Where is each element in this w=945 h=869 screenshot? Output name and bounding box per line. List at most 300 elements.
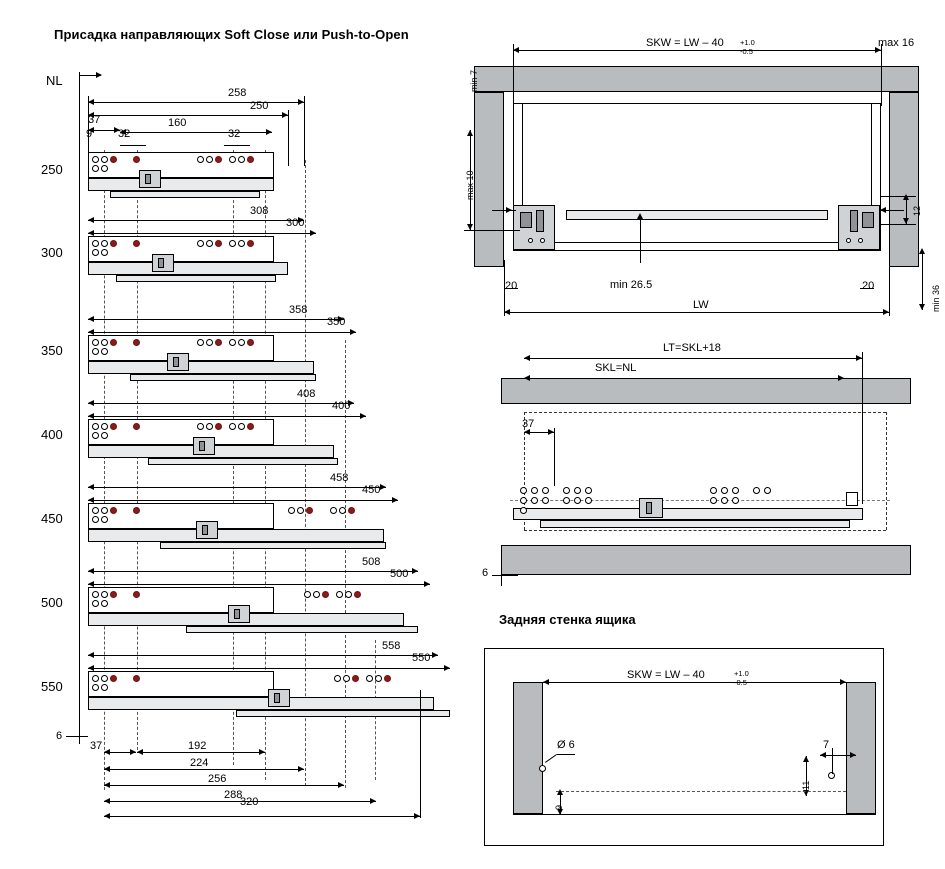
- hole: [339, 507, 346, 514]
- dim-550-line: [88, 668, 450, 669]
- hole: [732, 487, 739, 494]
- rail-300-body: [88, 262, 288, 275]
- hole: [101, 165, 108, 172]
- a: [506, 207, 512, 213]
- hole: [101, 348, 108, 355]
- hole: [197, 423, 204, 430]
- hole: [238, 423, 245, 430]
- nl-size-550: 550: [41, 679, 63, 694]
- hole-filled: [215, 156, 222, 163]
- a: [88, 568, 94, 574]
- hole: [313, 591, 320, 598]
- dim-550: 550: [412, 652, 431, 664]
- min265-label: min 26.5: [610, 279, 653, 291]
- lw-label: LW: [688, 300, 714, 311]
- front-drawer-bottom: [566, 210, 828, 220]
- dim-32b: 32: [228, 128, 241, 140]
- a: [838, 375, 844, 381]
- hole-filled: [215, 240, 222, 247]
- offset-6-line: [66, 736, 88, 737]
- hole: [229, 240, 236, 247]
- a: [637, 213, 643, 219]
- bdim-192: 192: [188, 740, 207, 752]
- a: [259, 749, 265, 755]
- dim-32a: 32: [118, 128, 131, 140]
- a: [504, 309, 510, 315]
- dim12-label: 12: [912, 205, 922, 216]
- hole: [206, 339, 213, 346]
- hole: [229, 156, 236, 163]
- hole: [858, 238, 863, 243]
- hole: [288, 507, 295, 514]
- a: [88, 217, 94, 223]
- hole-filled: [247, 240, 254, 247]
- a: [880, 196, 916, 197]
- front-left-panel-outline: [474, 92, 504, 267]
- dim-300: 300: [286, 217, 305, 229]
- nl-axis-arrow: [96, 72, 102, 78]
- front-right-mech-detail: [862, 212, 874, 228]
- lt-dim-line: [524, 358, 862, 359]
- rail-250-outline: [88, 152, 274, 178]
- hole-filled: [215, 423, 222, 430]
- rail-350-mech-detail: [173, 357, 179, 367]
- dim-160: 160: [168, 117, 187, 129]
- hole-filled: [322, 591, 329, 598]
- bdim-37: 37: [90, 740, 103, 752]
- hole: [101, 339, 108, 346]
- hole: [520, 507, 527, 514]
- hole: [542, 497, 549, 504]
- a: [392, 497, 398, 503]
- a: [504, 260, 505, 316]
- a: [880, 224, 916, 225]
- dim-408: 408: [297, 388, 316, 400]
- hole-filled: [247, 156, 254, 163]
- hole: [528, 238, 533, 243]
- hole: [101, 684, 108, 691]
- side-dim6-label: 6: [482, 567, 489, 579]
- skl-dim-line: [524, 378, 844, 379]
- rail-350-lower: [130, 374, 316, 381]
- bdim-256: 256: [208, 773, 227, 785]
- a: [432, 652, 438, 658]
- rail-250-body: [88, 178, 274, 191]
- a: [880, 207, 886, 213]
- a: [543, 679, 549, 685]
- a: [104, 798, 110, 804]
- bp-hole-left: [539, 765, 546, 772]
- hole: [753, 487, 760, 494]
- front-drawer-inner: [522, 103, 872, 243]
- a: [298, 766, 304, 772]
- hole: [92, 507, 99, 514]
- dim-258-line: [88, 102, 304, 103]
- dim-458-line: [88, 487, 386, 488]
- hole: [710, 487, 717, 494]
- min7-label: min 7: [469, 69, 479, 92]
- hole: [197, 240, 204, 247]
- dim-160-line: [120, 132, 272, 133]
- hole: [92, 675, 99, 682]
- hole-filled: [110, 507, 117, 514]
- back-panel-bottom-edge: [513, 814, 876, 815]
- hole: [101, 507, 108, 514]
- front-left-mech-detail2: [536, 210, 544, 232]
- rail-300-mech-detail: [158, 258, 164, 268]
- hole: [721, 487, 728, 494]
- a: [840, 679, 846, 685]
- hole-filled: [247, 423, 254, 430]
- dim-308: 308: [250, 205, 269, 217]
- a: [104, 813, 110, 819]
- rail-300-lower: [116, 275, 276, 282]
- a: [130, 749, 136, 755]
- hole: [238, 240, 245, 247]
- hole: [574, 497, 581, 504]
- dim-37: 37: [88, 114, 101, 126]
- a: [554, 428, 555, 486]
- hole: [92, 423, 99, 430]
- hole-filled: [133, 339, 140, 346]
- a: [88, 316, 94, 322]
- hole: [343, 675, 350, 682]
- bdim-256-line: [104, 785, 344, 786]
- a: [360, 413, 366, 419]
- dim-32b-line: [224, 145, 250, 146]
- rail-550-body: [88, 697, 434, 710]
- a: [310, 230, 316, 236]
- min36-line: [922, 250, 923, 310]
- hole-filled: [133, 591, 140, 598]
- side-top-panel-outline: [501, 378, 911, 404]
- a: [444, 665, 450, 671]
- hole: [206, 240, 213, 247]
- dim-358-line: [88, 319, 344, 320]
- max10-label: max 10: [465, 170, 475, 200]
- hole: [92, 249, 99, 256]
- hole: [92, 600, 99, 607]
- hole-filled: [110, 423, 117, 430]
- hole-filled: [110, 156, 117, 163]
- ext-line-b: [304, 96, 305, 166]
- hole: [345, 591, 352, 598]
- a: [850, 752, 856, 758]
- dim-408-line: [88, 403, 354, 404]
- a: [104, 782, 110, 788]
- hole-filled: [133, 423, 140, 430]
- hole-filled: [348, 507, 355, 514]
- front-left-screw: [492, 210, 516, 211]
- hole: [531, 487, 538, 494]
- rail-550-mech-detail: [274, 693, 280, 703]
- dim-458: 458: [330, 472, 349, 484]
- dim-508-line: [88, 571, 418, 572]
- dim-160-arrow-r: [266, 129, 272, 135]
- hole-filled: [306, 507, 313, 514]
- hole: [846, 238, 851, 243]
- dim-558-line: [88, 655, 438, 656]
- nl-size-450: 450: [41, 511, 63, 526]
- a: [412, 568, 418, 574]
- front-right-panel-outline: [889, 92, 919, 267]
- a: [524, 375, 530, 381]
- bp-leader-line2: [557, 754, 575, 755]
- hole-filled: [133, 675, 140, 682]
- nl-size-350: 350: [41, 343, 63, 358]
- side-dash-right: [886, 412, 887, 530]
- bdim-320: 320: [240, 796, 259, 808]
- side-dash-top: [524, 412, 886, 413]
- a: [513, 44, 514, 106]
- bp-dim7-label: 7: [823, 739, 830, 751]
- dim-350: 350: [327, 316, 346, 328]
- bp-dim11-label: 11: [801, 780, 811, 790]
- side-hook: [846, 492, 858, 506]
- skw-tol-minus: -0.5: [740, 47, 753, 56]
- a: [370, 798, 376, 804]
- lt-label: LT=SKL+18: [658, 343, 726, 354]
- bdim-224: 224: [190, 757, 209, 769]
- hole: [92, 432, 99, 439]
- hole: [101, 240, 108, 247]
- bp-center-line: [556, 791, 846, 792]
- nl-axis-line: [79, 72, 80, 744]
- a: [88, 484, 94, 490]
- hole-filled: [133, 156, 140, 163]
- hole: [542, 487, 549, 494]
- hole: [764, 487, 771, 494]
- hole: [520, 497, 527, 504]
- a: [464, 230, 520, 231]
- front-right-mech-detail2: [850, 210, 858, 232]
- dim-32a-line: [120, 145, 146, 146]
- hole: [563, 497, 570, 504]
- hole: [101, 156, 108, 163]
- hole-filled: [133, 507, 140, 514]
- nl-size-500: 500: [41, 595, 63, 610]
- a: [338, 782, 344, 788]
- rail-550-lower: [236, 710, 450, 717]
- bp-skw-line: [543, 682, 846, 683]
- hole: [336, 591, 343, 598]
- bp-dim9-label: 9: [554, 804, 564, 810]
- bp-skw-label: SKW = LW – 40: [622, 670, 710, 681]
- back-panel-left-outline: [513, 682, 543, 814]
- nl-size-250: 250: [41, 162, 63, 177]
- page-title: Присадка направляющих Soft Close или Push-to-Open: [54, 27, 409, 42]
- hole-filled: [354, 591, 361, 598]
- hole: [330, 507, 337, 514]
- a: [104, 766, 110, 772]
- a: [501, 560, 502, 586]
- hole: [101, 249, 108, 256]
- dim-258: 258: [228, 87, 247, 99]
- a: [820, 752, 826, 758]
- a: [832, 748, 833, 774]
- dim-558: 558: [382, 640, 401, 652]
- rail-450-outline: [88, 503, 274, 529]
- side-dash-bottom: [524, 530, 886, 531]
- a: [919, 304, 925, 310]
- a: [919, 248, 925, 254]
- skl-label: SKL=NL: [590, 363, 641, 374]
- side-rail-lower: [540, 520, 850, 528]
- rail-500-mech-detail: [234, 609, 240, 619]
- hole: [92, 165, 99, 172]
- a: [424, 581, 430, 587]
- hole: [732, 497, 739, 504]
- hole: [334, 675, 341, 682]
- hole-filled: [110, 675, 117, 682]
- hole: [574, 487, 581, 494]
- side-dim6-line: [492, 575, 518, 576]
- a: [557, 789, 563, 795]
- dim-250: 250: [250, 100, 269, 112]
- rail-400-outline: [88, 419, 274, 445]
- dim-308-line: [88, 220, 304, 221]
- dim-450: 450: [362, 484, 381, 496]
- nl-size-300: 300: [41, 245, 63, 260]
- hole: [375, 675, 382, 682]
- rail-550-outline: [88, 671, 274, 697]
- hole: [92, 348, 99, 355]
- lw-dim-line: [504, 312, 889, 313]
- ext-line-c: [288, 110, 289, 166]
- hole: [297, 507, 304, 514]
- guide-5: [305, 160, 306, 786]
- hole: [520, 487, 527, 494]
- dim20-right: 20: [862, 280, 875, 292]
- hole-filled: [133, 240, 140, 247]
- hole: [101, 591, 108, 598]
- front-top-panel-outline: [474, 66, 919, 92]
- bdim-288: 288: [224, 789, 243, 801]
- dim-450-line: [88, 500, 398, 501]
- min36-label: min 36: [931, 284, 941, 312]
- max16-label: max 16: [878, 37, 915, 49]
- hole: [197, 339, 204, 346]
- hole: [92, 591, 99, 598]
- hole-filled: [215, 339, 222, 346]
- dim-358: 358: [289, 304, 308, 316]
- a: [104, 749, 110, 755]
- a: [903, 194, 909, 200]
- skw-label: SKW = LW – 40: [640, 38, 730, 49]
- hole: [101, 432, 108, 439]
- dim37-label: 37: [522, 418, 535, 430]
- hole: [92, 516, 99, 523]
- hole-filled: [110, 240, 117, 247]
- bdim-192-line: [137, 752, 265, 753]
- hole-filled: [384, 675, 391, 682]
- a: [88, 400, 94, 406]
- hole: [206, 423, 213, 430]
- dim-250-line: [88, 115, 288, 116]
- hole: [92, 684, 99, 691]
- a: [862, 352, 863, 504]
- skw-dim-line: [513, 50, 881, 51]
- hole: [366, 675, 373, 682]
- hole: [238, 339, 245, 346]
- hole: [101, 600, 108, 607]
- hole: [101, 516, 108, 523]
- hole: [92, 240, 99, 247]
- nl-size-400: 400: [41, 427, 63, 442]
- hole: [585, 497, 592, 504]
- side-mech-detail: [646, 502, 652, 514]
- hole: [540, 238, 545, 243]
- rail-450-body: [88, 529, 384, 542]
- a: [420, 690, 421, 818]
- front-left-mech-detail: [520, 212, 532, 228]
- bdim-224-line: [104, 769, 304, 770]
- dim-160-arrow-l: [120, 129, 126, 135]
- hole: [229, 423, 236, 430]
- hole: [585, 487, 592, 494]
- dim-400-line: [88, 416, 366, 417]
- dim20-left: 20: [505, 280, 518, 292]
- dim-350-line: [88, 332, 356, 333]
- dim-300-line: [88, 233, 316, 234]
- dim-500-line: [88, 584, 430, 585]
- hole: [197, 156, 204, 163]
- hole: [101, 675, 108, 682]
- bp-hole-dia-label: Ø 6: [557, 739, 575, 751]
- a: [881, 44, 882, 106]
- a: [380, 484, 386, 490]
- rail-400-lower: [148, 458, 338, 465]
- nl-axis-label: NL: [46, 73, 63, 88]
- side-rail: [513, 508, 863, 520]
- back-panel-right-outline: [846, 682, 876, 814]
- hole-filled: [352, 675, 359, 682]
- hole: [710, 497, 717, 504]
- a: [524, 355, 530, 361]
- hole-filled: [247, 339, 254, 346]
- dim-400: 400: [332, 400, 351, 412]
- dim-9: 9: [86, 128, 93, 140]
- rail-250-mech-detail: [145, 174, 151, 184]
- hole-filled: [110, 339, 117, 346]
- rail-300-outline: [88, 236, 274, 262]
- a: [137, 749, 143, 755]
- a: [88, 652, 94, 658]
- hole: [304, 591, 311, 598]
- a: [883, 309, 889, 315]
- a: [350, 329, 356, 335]
- bdim-320-line: [104, 816, 420, 817]
- rail-500-lower: [186, 626, 418, 633]
- hole: [229, 339, 236, 346]
- hole: [238, 156, 245, 163]
- hole: [92, 339, 99, 346]
- hole: [531, 497, 538, 504]
- rail-250-lower: [110, 191, 260, 198]
- hole: [721, 497, 728, 504]
- skw-tol-plus: +1.0: [740, 38, 755, 47]
- hole: [101, 423, 108, 430]
- rail-450-mech-detail: [202, 525, 208, 535]
- hole: [206, 156, 213, 163]
- min265-line: [640, 215, 641, 263]
- bp-tol-plus: +1.0: [734, 669, 749, 678]
- hole-filled: [110, 591, 117, 598]
- dim-508: 508: [362, 556, 381, 568]
- bp-tol-minus: -0.5: [734, 678, 747, 687]
- back-panel-title: Задняя стенка ящика: [499, 612, 636, 627]
- hole: [563, 487, 570, 494]
